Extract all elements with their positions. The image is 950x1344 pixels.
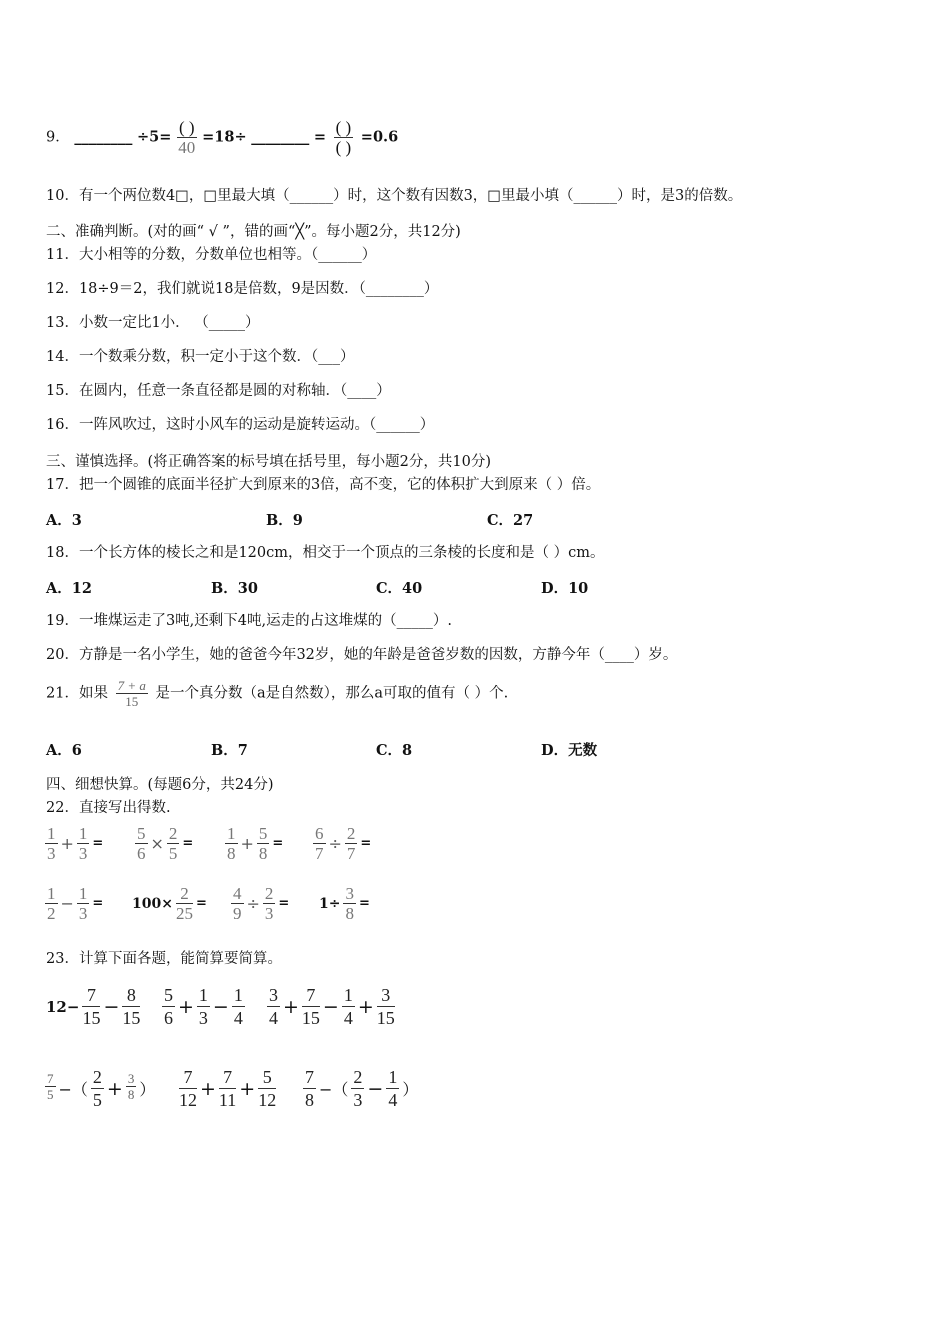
numerator: 2 — [346, 824, 356, 843]
denominator: 3 — [353, 1090, 363, 1110]
denominator: 11 — [218, 1090, 237, 1110]
numerator: 3 — [345, 884, 354, 903]
question-19: 19．一堆煤运走了3吨,还剩下4吨,运走的占这堆煤的（_____）. — [46, 613, 452, 629]
q9-number: 9． — [46, 129, 70, 146]
q23-expression-5 — [178, 1066, 277, 1111]
q18-option-a: A．12 — [46, 580, 92, 597]
q21-number: 21．如果 — [46, 685, 108, 702]
numerator: 7 — [219, 1066, 236, 1089]
denominator: 6 — [137, 844, 146, 863]
operator: − — [322, 995, 339, 1018]
q21-option-d: D．无数 — [541, 742, 598, 759]
operator: − — [60, 894, 74, 913]
q17-option-a: A．3 — [46, 512, 82, 529]
operator: + — [357, 995, 374, 1018]
denominator: 7 — [315, 844, 324, 863]
q22-expression-5 — [44, 884, 105, 923]
section-3-title: 三、谨慎选择。(将正确答案的标号填在括号里，每小题2分，共10分) — [46, 454, 491, 470]
numerator: 5 — [137, 824, 146, 843]
numerator: 3 — [377, 984, 395, 1007]
numerator: 8 — [122, 984, 140, 1007]
numerator: 2 — [168, 824, 178, 843]
denominator: 3 — [78, 904, 88, 923]
numerator: 1 — [47, 884, 56, 903]
question-17: 17．把一个圆锥的底面半径扩大到原来的3倍，高不变，它的体积扩大到原来（ ）倍。 — [46, 477, 601, 493]
q9-fraction-2-denominator: ( ) — [335, 138, 352, 157]
numerator: 7 — [179, 1066, 197, 1089]
denominator: 15 — [376, 1008, 395, 1028]
q9-text-3: = — [313, 128, 326, 146]
q9-text-1: ÷5= — [136, 128, 172, 146]
numerator: 5 — [258, 824, 268, 843]
numerator: 2 — [353, 1067, 363, 1087]
denominator: 8 — [345, 904, 354, 923]
numerator: 1 — [233, 985, 243, 1005]
prefix: 100× — [132, 895, 173, 912]
denominator: 3 — [264, 904, 274, 923]
numerator: 2 — [176, 884, 193, 904]
q22-expression-3 — [224, 824, 285, 863]
q23-expression-3 — [266, 984, 396, 1029]
equals: = — [195, 896, 207, 911]
q9-blank-2: ________ — [251, 128, 310, 146]
q17-option-c: C．27 — [487, 512, 534, 529]
denominator: 4 — [233, 1008, 243, 1028]
equals: = — [358, 896, 370, 911]
q21-option-a: A．6 — [46, 742, 82, 759]
operator: ÷ — [328, 834, 342, 853]
operator: − — [103, 995, 120, 1018]
question-11: 11．大小相等的分数，分数单位也相等。（______） — [46, 247, 377, 263]
q21-option-c: C．8 — [376, 742, 413, 759]
numerator: 1 — [78, 884, 88, 903]
q9-text-4: =0.6 — [360, 128, 399, 146]
q18-option-b: B．30 — [211, 580, 258, 597]
denominator: 2 — [47, 904, 56, 923]
q9-text-2: =18÷ — [202, 128, 247, 146]
operator: − — [212, 995, 229, 1018]
q18-option-d: D．10 — [541, 580, 589, 597]
operator: + — [240, 834, 254, 853]
operator: + — [106, 1077, 123, 1100]
numerator: 7 — [82, 984, 100, 1007]
numerator: 1 — [388, 1067, 398, 1087]
denominator: 8 — [227, 844, 236, 863]
question-10: 10．有一个两位数4□，□里最大填（______）时，这个数有因数3，□里最小填（______）时，是3的倍数。 — [46, 188, 743, 204]
operator: × — [150, 834, 164, 853]
operator: −（ — [58, 1080, 88, 1099]
q22-expression-6 — [130, 884, 209, 923]
denominator: 5 — [47, 1087, 54, 1102]
denominator: 3 — [47, 844, 56, 863]
denominator: 15 — [301, 1008, 320, 1028]
numerator: 7 — [305, 1067, 314, 1087]
denominator: 8 — [258, 844, 268, 863]
numerator: 6 — [315, 824, 324, 843]
q21-option-b: B．7 — [211, 742, 248, 759]
q9-fraction-2-numerator: ( ) — [335, 118, 352, 137]
equals: = — [92, 836, 104, 851]
denominator: 3 — [78, 844, 88, 863]
denominator: 15 — [122, 1008, 141, 1028]
q22-expression-7 — [230, 884, 291, 923]
q23-expression-2 — [161, 984, 246, 1029]
prefix: 1÷ — [319, 895, 341, 912]
operator: − — [367, 1077, 384, 1100]
denominator: 5 — [168, 844, 178, 863]
operator: + — [200, 1077, 216, 1100]
section-4-title: 四、细想快算。(每题6分，共24分) — [46, 777, 274, 793]
numerator: 3 — [127, 1071, 135, 1086]
close-paren: ） — [402, 1080, 419, 1099]
denominator: 3 — [198, 1008, 208, 1028]
q22-expression-4 — [312, 824, 373, 863]
q9-fraction-2 — [334, 118, 354, 157]
q23-expression-1 — [44, 984, 141, 1029]
q9-fraction-1-denominator: 40 — [178, 138, 196, 157]
q21-fraction — [116, 678, 148, 709]
denominator: 8 — [305, 1090, 314, 1110]
denominator: 12 — [258, 1090, 277, 1110]
operator: + — [178, 995, 194, 1018]
close-paren: ） — [139, 1080, 156, 1099]
operator: −（ — [319, 1080, 349, 1099]
denominator: 8 — [127, 1087, 135, 1102]
numerator: 1 — [47, 824, 56, 843]
equals: = — [360, 836, 372, 851]
numerator: 2 — [92, 1067, 102, 1087]
question-18: 18．一个长方体的棱长之和是120cm，相交于一个顶点的三条棱的长度和是（ ）cm。 — [46, 545, 605, 561]
denominator: 7 — [346, 844, 356, 863]
numerator: 7 — [47, 1071, 54, 1086]
numerator: 5 — [258, 1066, 276, 1089]
q18-option-c: C．40 — [376, 580, 423, 597]
denominator: 12 — [179, 1090, 197, 1110]
denominator: 25 — [175, 904, 193, 923]
q21-fraction-numerator: 7 + a — [117, 678, 146, 693]
question-22-title: 22．直接写出得数. — [46, 800, 171, 816]
q9-fraction-1-numerator: ( ) — [178, 118, 195, 137]
denominator: 5 — [92, 1090, 102, 1110]
operator: ÷ — [246, 894, 260, 913]
equals: = — [278, 896, 290, 911]
denominator: 4 — [388, 1090, 398, 1110]
operator: + — [239, 1077, 256, 1100]
q22-expression-2 — [134, 824, 195, 863]
q9-fraction-1 — [177, 118, 197, 157]
equals: = — [92, 896, 104, 911]
equals: = — [272, 836, 284, 851]
question-21 — [46, 678, 508, 724]
numerator: 1 — [198, 985, 208, 1005]
question-20: 20．方静是一名小学生，她的爸爸今年32岁，她的年龄是爸爸岁数的因数，方静今年（____）岁。 — [46, 647, 678, 663]
numerator: 4 — [233, 884, 242, 903]
question-9 — [46, 118, 398, 158]
denominator: 15 — [82, 1008, 101, 1028]
q21-rest: 是一个真分数（a是自然数），那么a可取的值有（ ）个. — [155, 685, 509, 702]
denominator: 4 — [269, 1008, 278, 1028]
denominator: 9 — [233, 904, 242, 923]
q23-expression-4 — [44, 1066, 157, 1111]
q9-blank-1: ________ — [74, 128, 133, 146]
numerator: 7 — [302, 984, 320, 1007]
numerator: 1 — [343, 985, 353, 1005]
prefix: 12− — [46, 997, 80, 1016]
numerator: 1 — [227, 824, 236, 843]
numerator: 1 — [78, 824, 88, 843]
question-14: 14．一个数乘分数，积一定小于这个数．（___） — [46, 349, 355, 365]
question-13: 13．小数一定比1小． （_____） — [46, 315, 260, 331]
q23-expression-6 — [302, 1066, 420, 1111]
equals: = — [182, 836, 194, 851]
question-15: 15．在圆内，任意一条直径都是圆的对称轴．（____） — [46, 383, 391, 399]
numerator: 3 — [269, 985, 278, 1005]
question-23-title: 23．计算下面各题，能简算要简算。 — [46, 951, 282, 967]
denominator: 6 — [164, 1008, 173, 1028]
section-2-title: 二、准确判断。(对的画“ √ ”，错的画“╳”。每小题2分，共12分) — [46, 224, 461, 240]
question-16: 16．一阵风吹过，这时小风车的运动是旋转运动。（______） — [46, 417, 435, 433]
q17-option-b: B．9 — [266, 512, 303, 529]
operator: + — [60, 834, 74, 853]
numerator: 5 — [164, 985, 173, 1005]
question-12: 12．18÷9＝2，我们就说18是倍数，9是因数．（________） — [46, 281, 439, 297]
q22-expression-1 — [44, 824, 105, 863]
numerator: 2 — [264, 884, 274, 903]
q22-expression-8 — [317, 884, 372, 923]
denominator: 4 — [343, 1008, 353, 1028]
operator: + — [283, 995, 299, 1018]
q21-fraction-denominator: 15 — [125, 694, 139, 709]
